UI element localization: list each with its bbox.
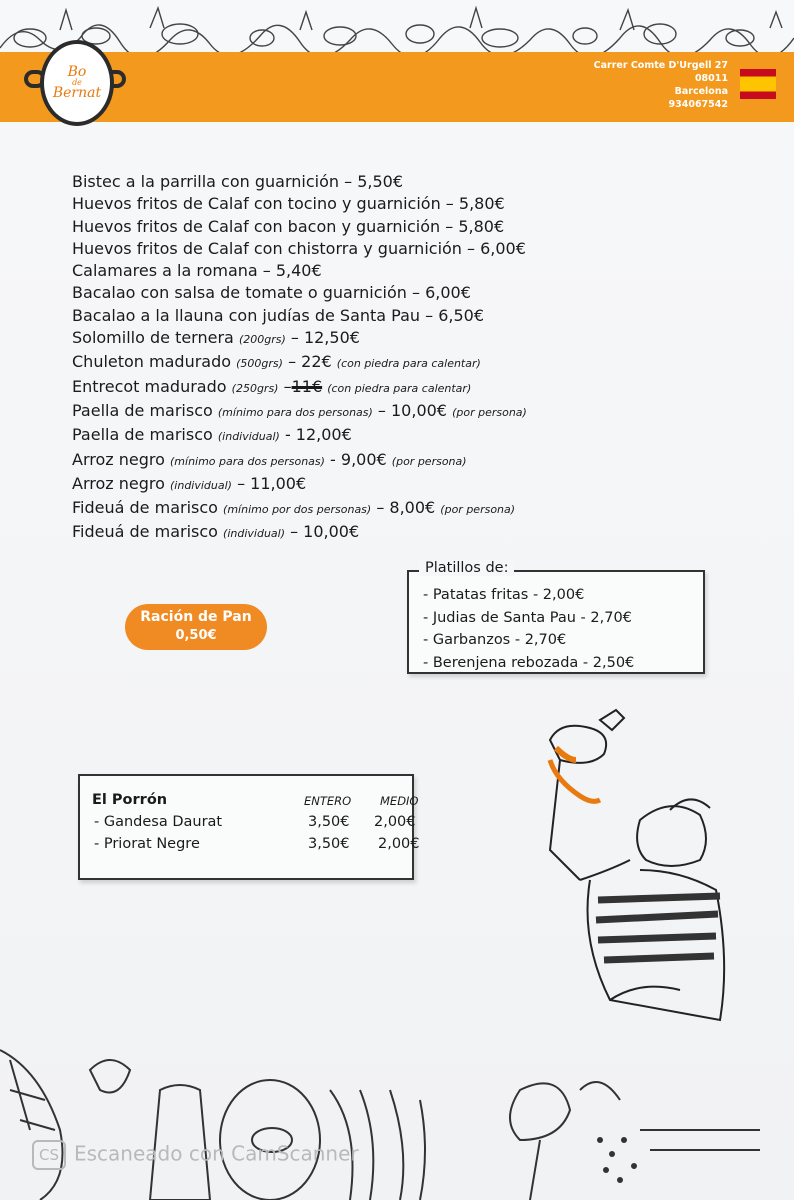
camscanner-icon: CS	[32, 1140, 66, 1170]
dish-price: – 11,00€	[237, 473, 307, 493]
side-dish-item: - Patatas fritas - 2,00€	[423, 587, 585, 603]
dish-price: – 10,00€	[290, 522, 360, 542]
menu-item	[72, 449, 752, 473]
dish-note-extra: (por persona)	[452, 405, 527, 419]
address-block	[594, 59, 728, 111]
porron-col-entero: ENTERO	[304, 794, 352, 808]
bread-portion-price: 0,50€	[175, 628, 217, 643]
address-postcode: 08011	[694, 73, 728, 84]
menu-item	[72, 351, 752, 375]
dish-price: – 8,00€	[376, 498, 436, 518]
dish-price: – 12,50€	[290, 328, 360, 348]
restaurant-logo	[40, 40, 114, 126]
menu-item	[72, 473, 752, 497]
dish-note-extra: (con piedra para calentar)	[327, 381, 472, 395]
dish-name: Arroz negro	[72, 449, 165, 469]
logo-line1: Bo	[67, 64, 87, 80]
side-dishes-box	[407, 560, 705, 674]
dish-name: Paella de marisco	[72, 400, 213, 420]
porron-wine-name: - Gandesa Daurat	[94, 814, 223, 830]
dish-note-extra: (por persona)	[440, 503, 516, 517]
dish-note: (mínimo para dos personas)	[170, 454, 325, 468]
menu-item	[72, 400, 752, 424]
dish-note: (individual)	[223, 527, 285, 541]
dish-name: Solomillo de ternera	[72, 328, 234, 348]
dish-price: – 10,00€	[377, 400, 447, 420]
menu-item: Huevos fritos de Calaf con bacon y guarnición – 5,80€	[72, 216, 505, 236]
porron-price-medio: 2,00€	[374, 814, 416, 830]
logo-line2: de	[72, 78, 82, 87]
porron-col-medio: MEDIO	[380, 794, 419, 808]
side-dish-item: - Berenjena rebozada - 2,50€	[423, 654, 635, 671]
dish-price: – 22€	[288, 352, 332, 372]
vegetable-doodle-border-bottom	[0, 1030, 794, 1200]
address-street: Carrer Comte D'Urgell 27	[593, 60, 728, 71]
dish-note: (individual)	[170, 478, 232, 492]
porron-price-entero: 3,50€	[308, 836, 350, 852]
menu-item: Bacalao a la llauna con judías de Santa Pau – 6,50€	[72, 305, 485, 325]
side-dishes-list	[423, 584, 634, 674]
dish-note: (500grs)	[236, 357, 283, 371]
side-dish-item: - Judias de Santa Pau - 2,70€	[423, 609, 632, 626]
menu-item: Bistec a la parrilla con guarnición – 5,50€	[72, 172, 403, 191]
dish-name: Arroz negro	[72, 473, 165, 493]
dish-name: Fideuá de marisco	[72, 522, 218, 542]
porron-price-medio: 2,00€	[378, 836, 420, 852]
dish-price: - 9,00€	[330, 449, 387, 469]
dish-note-extra: (con piedra para calentar)	[336, 357, 481, 371]
address-city: Barcelona	[674, 86, 728, 97]
dish-note: (mínimo por dos personas)	[223, 503, 372, 517]
porron-title: El Porrón	[92, 792, 168, 808]
dish-note: (mínimo para dos personas)	[217, 405, 373, 419]
dish-name: Fideuá de marisco	[72, 498, 218, 518]
dish-note-extra: (por persona)	[391, 454, 467, 468]
menu-item: Bacalao con salsa de tomate o guarnición – 6,00€	[72, 283, 471, 303]
vegetable-doodle-border-top	[0, 0, 794, 52]
menu-item	[72, 376, 752, 400]
menu-item: Huevos fritos de Calaf con tocino y guarnición – 5,80€	[72, 194, 505, 214]
porron-price-entero: 3,50€	[308, 814, 350, 830]
dish-name: Chuleton madurado	[72, 352, 232, 372]
man-drinking-porron-illustration	[520, 700, 794, 1040]
menu-item: Huevos fritos de Calaf con chistorra y guarnición – 6,00€	[72, 238, 526, 258]
bread-portion-badge	[125, 604, 267, 650]
menu-item: Calamares a la romana – 5,40€	[72, 261, 322, 281]
dish-name: Paella de marisco	[72, 425, 213, 445]
dish-price-prefix: –	[283, 376, 292, 396]
porron-wine-box	[78, 774, 420, 880]
main-dishes-list	[72, 171, 752, 546]
menu-item	[72, 497, 752, 521]
dish-note: (individual)	[217, 430, 280, 444]
dish-price: - 12,00€	[284, 425, 352, 445]
address-phone: 934067542	[668, 99, 728, 110]
dish-note: (200grs)	[238, 333, 286, 347]
menu-item	[72, 424, 752, 448]
logo-line3: Bernat	[52, 85, 102, 101]
watermark-text: Escaneado con CamScanner	[74, 1141, 359, 1166]
side-dish-item: - Garbanzos - 2,70€	[423, 632, 567, 648]
porron-wine-name: - Priorat Negre	[94, 836, 200, 852]
dish-note: (250grs)	[231, 381, 279, 395]
menu-item	[72, 327, 752, 351]
scanner-watermark	[32, 1140, 359, 1170]
menu-item	[72, 521, 752, 545]
dish-name: Entrecot madurado	[72, 376, 227, 396]
bread-portion-label: Ración de Pan	[140, 609, 252, 625]
spain-flag-icon	[740, 69, 776, 99]
side-dishes-title: Platillos de:	[419, 560, 514, 576]
dish-price-struck: 11€	[291, 376, 323, 396]
